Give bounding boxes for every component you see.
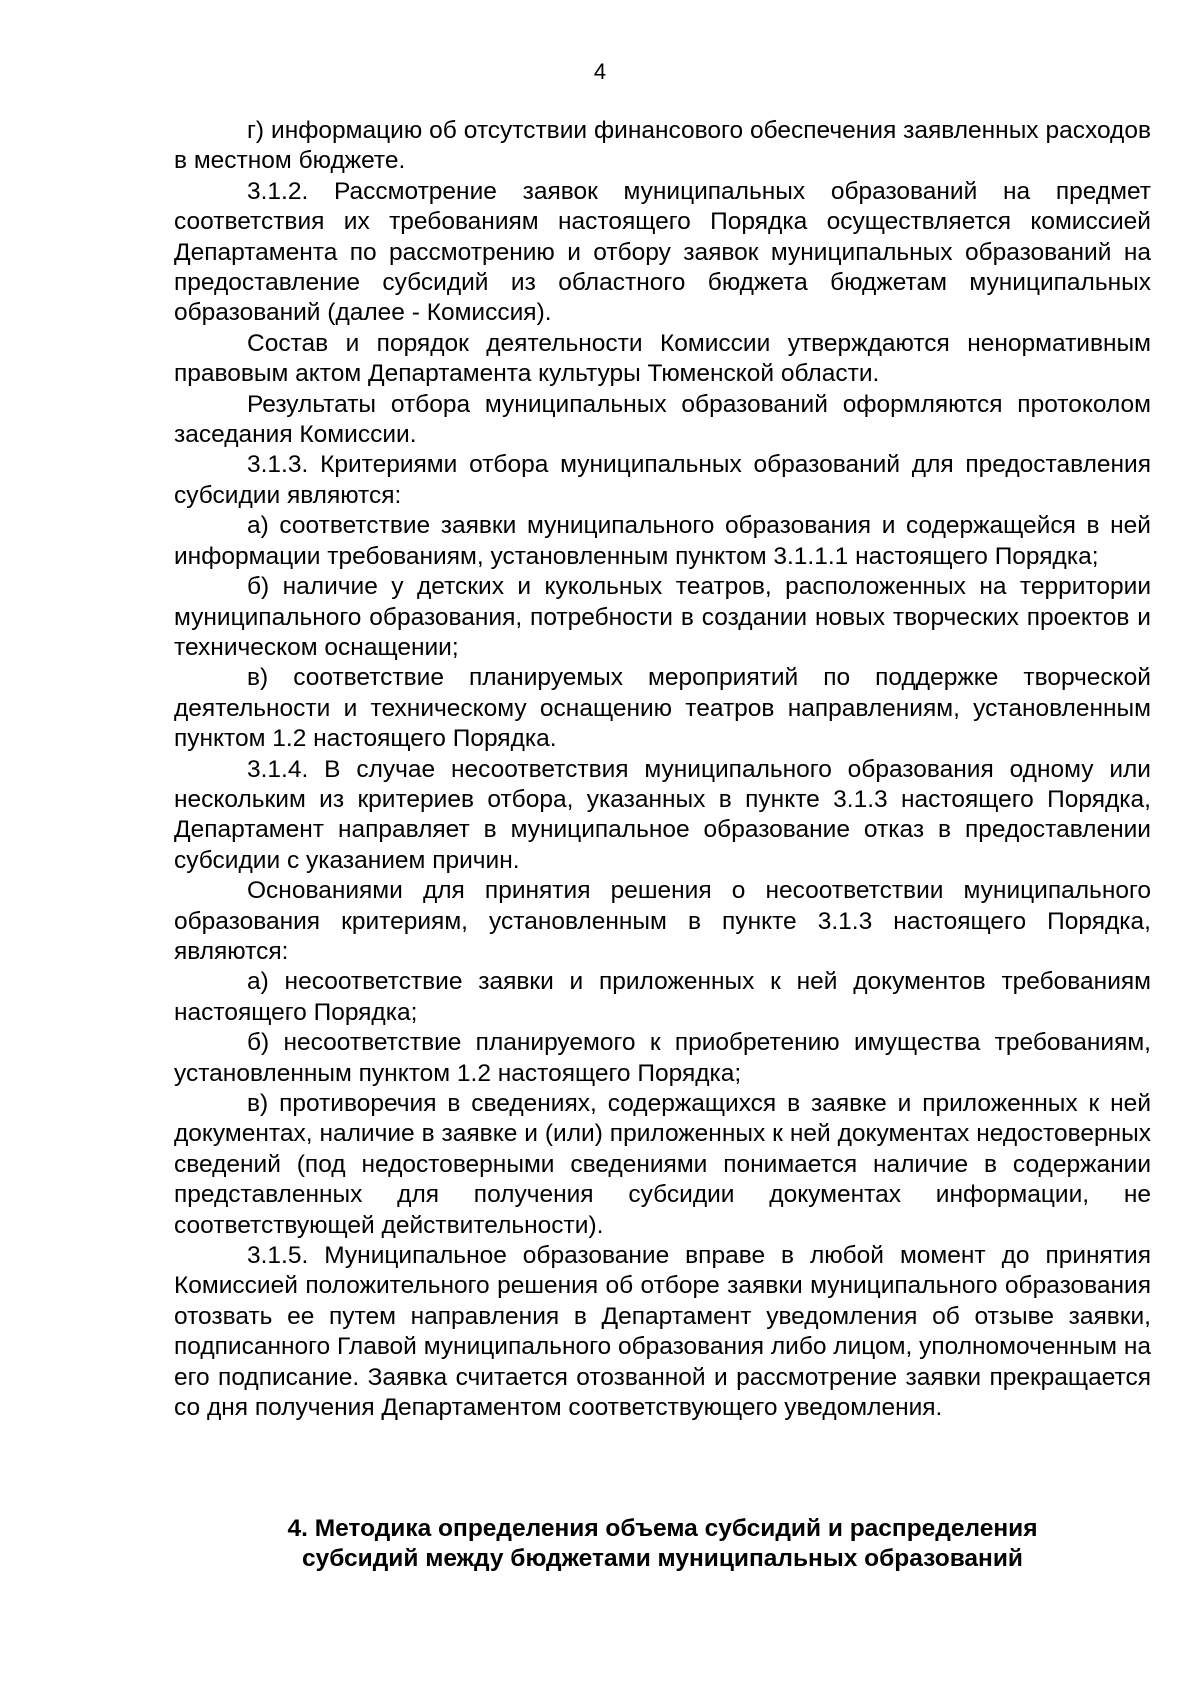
- paragraph-criterion-a: а) соответствие заявки муниципального образования и содержащейся в ней информации требованиям, установленным пунктом 3.1.1.1 настоящего Порядка;: [174, 512, 1151, 570]
- paragraph-ground-a: а) несоответствие заявки и приложенных к ней документов требованиям настоящего Порядка;: [174, 968, 1151, 1026]
- paragraph-ground-v: в) противоречия в сведениях, содержащихся в заявке и приложенных к ней документах, наличие в заявке и (или) приложенных к ней документах недостоверных сведений (под недостоверными сведениями понимается наличие в содержании представленных для получения субсидии документах информации, не соответствующей действительности).: [174, 1090, 1151, 1239]
- section-heading-line-1: 4. Методика определения объема субсидий и распределения: [287, 1515, 1038, 1542]
- paragraph-item-g-info: г) информацию об отсутствии финансового обеспечения заявленных расходов в местном бюджете.: [174, 117, 1151, 175]
- paragraph-commission-composition: Состав и порядок деятельности Комиссии утверждаются ненормативным правовым актом Департамента культуры Тюменской области.: [174, 329, 1151, 388]
- paragraph-criterion-v: в) соответствие планируемых мероприятий по поддержке творческой деятельности и техническому оснащению театров направлениям, установленным пунктом 1.2 настоящего Порядка.: [174, 664, 1151, 753]
- paragraph-ground-b: б) несоответствие планируемого к приобретению имущества требованиям, установленным пунктом 1.2 настоящего Порядка;: [174, 1029, 1151, 1087]
- paragraph-3-1-3: 3.1.3. Критериями отбора муниципальных образований для предоставления субсидии являются:: [174, 451, 1151, 509]
- document-body: [174, 116, 1151, 1423]
- paragraph-grounds: Основаниями для принятия решения о несоответствии муниципального образования критериям, установленным в пункте 3.1.3 настоящего Порядка, являются:: [174, 877, 1151, 965]
- paragraph-3-1-2: 3.1.2. Рассмотрение заявок муниципальных образований на предмет соответствия их требованиям настоящего Порядка осуществляется комиссией Департамента по рассмотрению и отбору заявок муниципальных образований на предоставление субсидий из областного бюджета бюджетам муниципальных образований (далее - Комиссия).: [174, 177, 1151, 327]
- paragraph-3-1-4: 3.1.4. В случае несоответствия муниципального образования одному или нескольким из критериев отбора, указанных в пункте 3.1.3 настоящего Порядка, Департамент направляет в муниципальное образование отказ в предоставлении субсидии с указанием причин.: [174, 755, 1151, 874]
- paragraph-criterion-b: б) наличие у детских и кукольных театров, расположенных на территории муниципального образования, потребности в создании новых творческих проектов и техническом оснащении;: [174, 573, 1151, 661]
- page-number: 4: [593, 59, 607, 84]
- section-heading: [174, 1514, 1151, 1575]
- section-heading-line-2: субсидий между бюджетами муниципальных образований: [302, 1545, 1023, 1573]
- paragraph-3-1-5: 3.1.5. Муниципальное образование вправе в любой момент до принятия Комиссией положительного решения об отборе заявки муниципального образования отозвать ее путем направления в Департамент уведомления об отзыве заявки, подписанного Главой муниципального образования либо лицом, уполномоченным на его подписание. Заявка считается отозванной и рассмотрение заявки прекращается со дня получения Департаментом соответствующего уведомления.: [174, 1242, 1151, 1422]
- paragraph-selection-results: Результаты отбора муниципальных образований оформляются протоколом заседания Комиссии.: [174, 390, 1151, 449]
